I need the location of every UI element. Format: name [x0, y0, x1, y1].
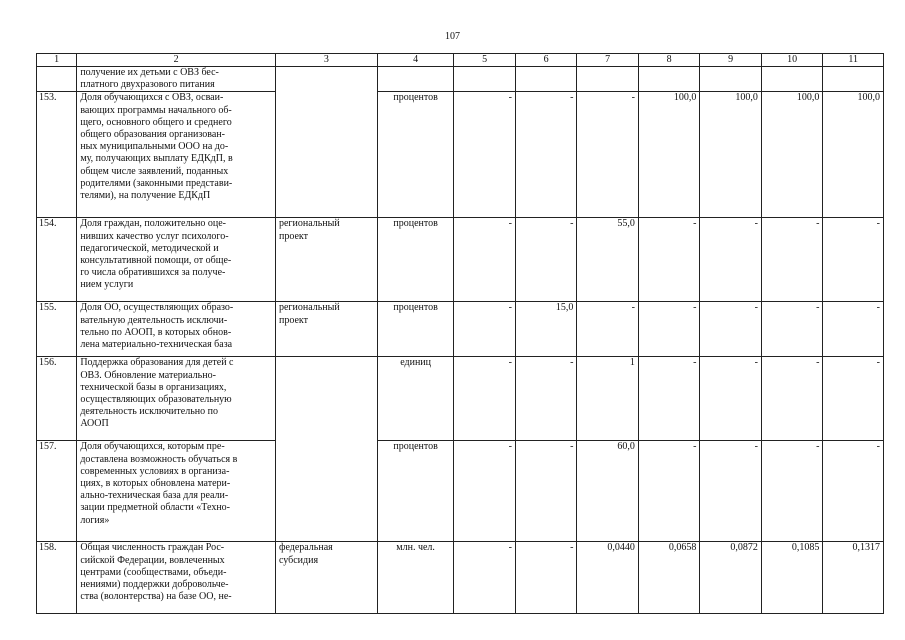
header-cell: 11 — [823, 54, 884, 67]
value-col11: - — [823, 441, 884, 542]
value-col6 — [515, 67, 577, 92]
table-row — [37, 357, 884, 441]
header-cell: 3 — [275, 54, 377, 67]
indicator-description: Поддержка образования для детей с ОВЗ. Обновление материально- технической базы в организациях, осуществляющих образовательную деятельность исключительно по АООП — [77, 357, 276, 441]
table-row — [37, 542, 884, 614]
value-col5: - — [454, 542, 516, 614]
source-cell: региональный проект — [275, 218, 377, 302]
value-col11: - — [823, 218, 884, 302]
unit-cell: процентов — [377, 302, 454, 357]
value-col10: - — [761, 357, 823, 441]
source-cell — [275, 357, 377, 542]
header-cell: 7 — [577, 54, 639, 67]
value-col8: - — [638, 302, 700, 357]
header-cell: 1 — [37, 54, 77, 67]
unit-cell: процентов — [377, 218, 454, 302]
row-number: 153. — [37, 92, 77, 218]
value-col7: 1 — [577, 357, 639, 441]
header-cell: 2 — [77, 54, 276, 67]
value-col9: 100,0 — [700, 92, 762, 218]
row-number: 154. — [37, 218, 77, 302]
value-col10: - — [761, 218, 823, 302]
value-col7: - — [577, 302, 639, 357]
data-table — [36, 53, 884, 614]
value-col11: - — [823, 357, 884, 441]
indicator-description: Доля ОО, осуществляющих образо- вательную деятельность исключи- тельно по АООП, в которых обнов- лена материально-техническая база — [77, 302, 276, 357]
indicator-description: Общая численность граждан Рос- сийской Федерации, вовлеченных центрами (сообществами, объеди- нениями) поддержки добровольче- ства (волонтерства) на базе ОО, не- — [77, 542, 276, 614]
unit-cell: млн. чел. — [377, 542, 454, 614]
value-col8: - — [638, 218, 700, 302]
value-col8 — [638, 67, 700, 92]
row-number: 157. — [37, 441, 77, 542]
value-col5: - — [454, 357, 516, 441]
value-col7: - — [577, 92, 639, 218]
value-col10: - — [761, 441, 823, 542]
value-col9: - — [700, 302, 762, 357]
value-col6: - — [515, 357, 577, 441]
source-cell: федеральная субсидия — [275, 542, 377, 614]
header-cell: 4 — [377, 54, 454, 67]
value-col6: - — [515, 218, 577, 302]
value-col10: 100,0 — [761, 92, 823, 218]
table-row — [37, 441, 884, 542]
value-col8: - — [638, 357, 700, 441]
value-col9: - — [700, 441, 762, 542]
header-cell: 6 — [515, 54, 577, 67]
row-number: 155. — [37, 302, 77, 357]
value-col5: - — [454, 302, 516, 357]
header-cell: 10 — [761, 54, 823, 67]
value-col9: - — [700, 357, 762, 441]
row-number — [37, 67, 77, 92]
value-col6: 15,0 — [515, 302, 577, 357]
value-col7: 0,0440 — [577, 542, 639, 614]
table-row — [37, 67, 884, 92]
value-col9 — [700, 67, 762, 92]
source-cell — [275, 67, 377, 218]
table-row — [37, 92, 884, 218]
page-number: 107 — [445, 31, 460, 42]
value-col5 — [454, 67, 516, 92]
header-cell: 8 — [638, 54, 700, 67]
unit-cell: процентов — [377, 441, 454, 542]
value-col11 — [823, 67, 884, 92]
value-col11: 0,1317 — [823, 542, 884, 614]
unit-cell — [377, 67, 454, 92]
value-col6: - — [515, 542, 577, 614]
value-col10: - — [761, 302, 823, 357]
value-col10: 0,1085 — [761, 542, 823, 614]
value-col10 — [761, 67, 823, 92]
source-cell: региональный проект — [275, 302, 377, 357]
value-col5: - — [454, 218, 516, 302]
value-col7 — [577, 67, 639, 92]
value-col5: - — [454, 441, 516, 542]
table-row — [37, 302, 884, 357]
indicator-description: Доля обучающихся, которым пре- доставлена возможность обучаться в современных условиях в организа- циях, в которых обновлена матери- ально-техническая база для реали- зации предметной области «Техно- логия» — [77, 441, 276, 542]
header-cell: 5 — [454, 54, 516, 67]
value-col7: 55,0 — [577, 218, 639, 302]
row-number: 156. — [37, 357, 77, 441]
value-col7: 60,0 — [577, 441, 639, 542]
row-number: 158. — [37, 542, 77, 614]
header-row — [37, 54, 884, 67]
value-col5: - — [454, 92, 516, 218]
value-col6: - — [515, 441, 577, 542]
value-col8: 100,0 — [638, 92, 700, 218]
value-col11: - — [823, 302, 884, 357]
value-col11: 100,0 — [823, 92, 884, 218]
value-col9: - — [700, 218, 762, 302]
unit-cell: единиц — [377, 357, 454, 441]
value-col9: 0,0872 — [700, 542, 762, 614]
table-row — [37, 218, 884, 302]
indicator-description: Доля граждан, положительно оце- нивших качество услуг психолого- педагогической, методической и консультативной помощи, от обще- го числа обратившихся за получе- нием услуги — [77, 218, 276, 302]
value-col8: 0,0658 — [638, 542, 700, 614]
indicator-description: получение их детьми с ОВЗ бес- платного двухразового питания — [77, 67, 276, 92]
value-col8: - — [638, 441, 700, 542]
indicator-description: Доля обучающихся с ОВЗ, осваи- вающих программы начального об- щего, основного общего и среднего общего образования организован- ных муниципальными ООО на до- му, получающих выплату ЕДКдП, в общем числе заявлений, поданных родителями (законными представи- телями), на получение ЕДКдП — [77, 92, 276, 218]
value-col6: - — [515, 92, 577, 218]
unit-cell: процентов — [377, 92, 454, 218]
header-cell: 9 — [700, 54, 762, 67]
